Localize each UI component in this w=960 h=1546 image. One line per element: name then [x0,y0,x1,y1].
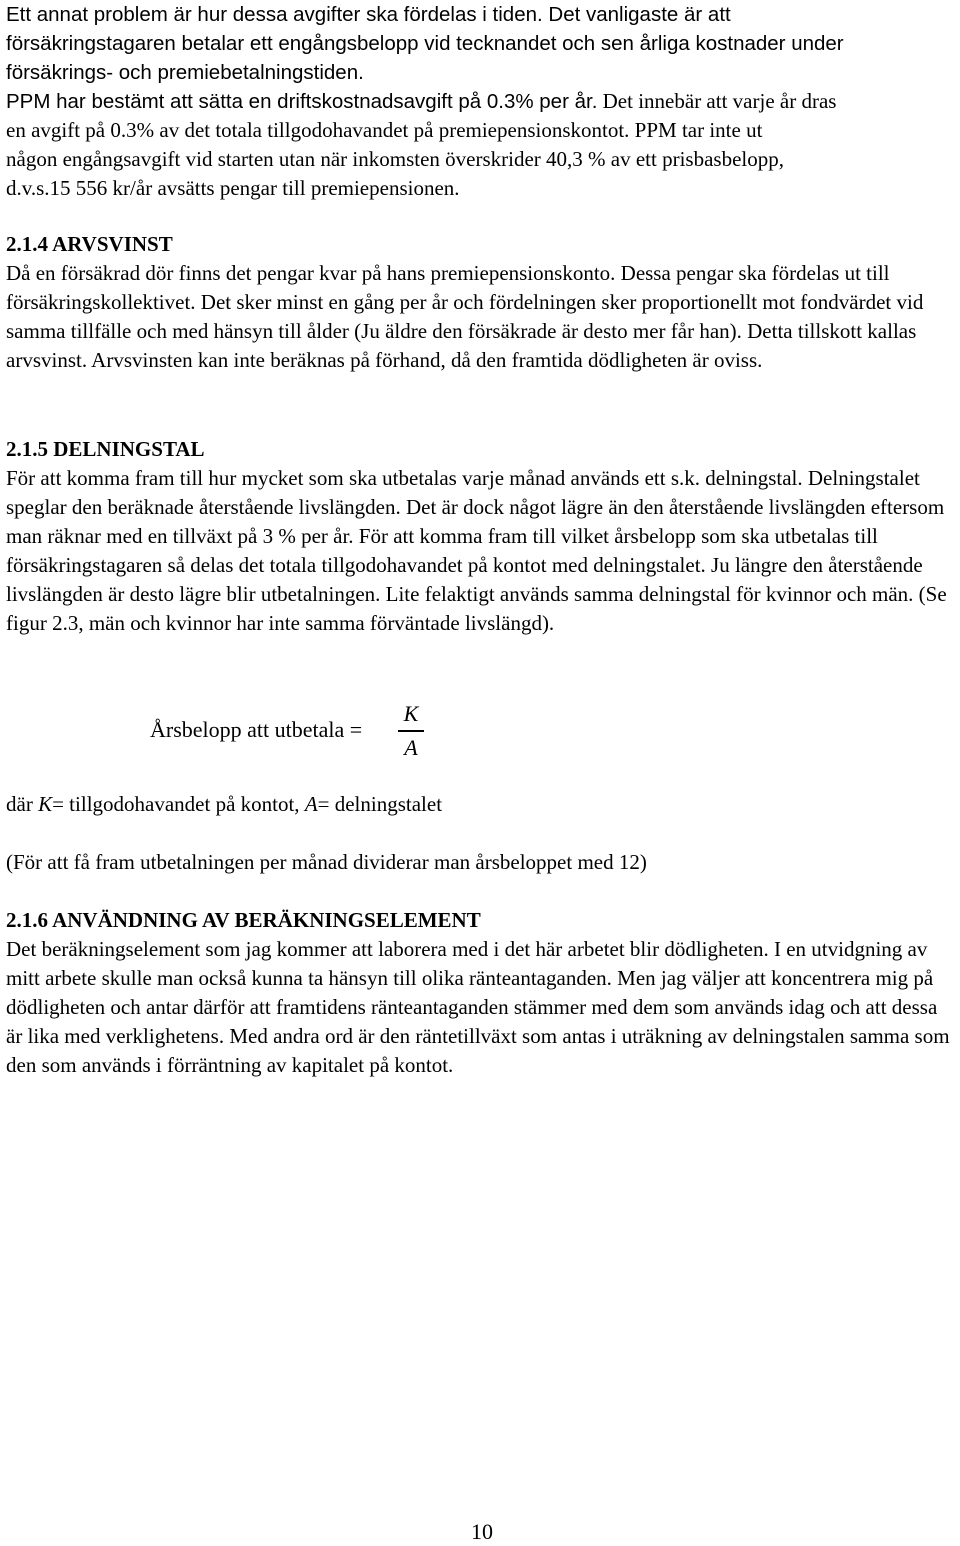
page-number: 10 [471,1519,493,1544]
section-heading: 2.1.6 ANVÄNDNING AV BERÄKNINGSELEMENT [6,908,481,932]
section-arvsvinst [6,230,956,375]
intro-line-3: försäkrings- och premiebetalningstiden. [6,61,364,84]
definitions-prefix: där [6,792,39,816]
formula-fraction [398,700,424,762]
intro-line-5: en avgift på 0.3% av det totala tillgodohavandet på premiepensionskontot. PPM tar inte ut [6,118,763,142]
intro-line-4-tail: Det innebär att varje år dras [597,89,837,113]
intro-line-4-start: PPM har bestämt att sätta en driftskostnadsavgift på 0.3% per år. [6,90,598,113]
intro-line-4 [6,87,836,116]
formula-numerator: K [403,701,419,726]
section-body: Det beräkningselement som jag kommer att laborera med i det här arbetet blir dödligheten. I en utvidgning av mitt arbete skulle man också kunna ta hänsyn till olika ränteantaganden. Men jag väljer att koncentrera mig på dödligheten och antar därför att framtidens ränteantaganden stämmer med dem som används idag och att dessa är lika med verklighetens. Med andra ord är den räntetillväxt som antas i uträkning av delningstalen samma som den som används i förräntning av kapitalet på kontot. [6,937,950,1077]
section-body: Då en försäkrad dör finns det pengar kvar på hans premiepensionskonto. Dessa pengar ska fördelas ut till försäkringskollektivet. Det sker minst en gång per år och fördelningen sker proportionellt mot fondvärdet vid samma tillfälle och med hänsyn till ålder (Ju äldre den försäkrade är desto mer får han). Detta tillskott kallas arvsvinst. Arvsvinsten kan inte beräknas på förhand, då den framtida dödligheten är oviss. [6,261,924,372]
intro-line-6: någon engångsavgift vid starten utan när inkomsten överskrider 40,3 % av ett prisbasbelopp, [6,147,784,171]
monthly-note: (För att få fram utbetalningen per månad dividerar man årsbeloppet med 12) [6,850,647,874]
intro-line-2: försäkringstagaren betalar ett engångsbelopp vid tecknandet och sen årliga kostnader under [6,32,844,55]
intro-line-1: Ett annat problem är hur dessa avgifter ska fördelas i tiden. Det vanligaste är att [6,3,731,26]
definitions-line [6,790,442,819]
formula-denominator: A [404,735,418,760]
fraction-bar [398,730,424,732]
a-definition: = delningstalet [317,792,443,816]
section-heading: 2.1.5 DELNINGSTAL [6,437,205,461]
k-definition: = tillgodohavandet på kontot, [52,792,305,816]
section-delningstal [6,435,956,638]
section-heading: 2.1.4 ARVSVINST [6,232,173,256]
a-symbol: A [304,792,318,816]
section-body: För att komma fram till hur mycket som ska utbetalas varje månad används ett s.k. delningstal. Delningstalet speglar den beräknade återstående livslängden. Det är dock något lägre än den återstående livslängden eftersom man räknar med en tillväxt på 3 % per år. För att komma fram till vilket årsbelopp som ska utbetalas till försäkringstagaren så delas det totala tillgodohavandet på kontot med delningstalet. Ju längre den återstående livslängden är desto lägre blir utbetalningen. Lite felaktigt används samma delningstal för kvinnor och män. (Se figur 2.3, män och kvinnor har inte samma förväntade livslängd). [6,466,947,635]
formula-lhs: Årsbelopp att utbetala = [150,717,363,742]
k-symbol: K [38,792,53,816]
intro-line-7: d.v.s.15 556 kr/år avsätts pengar till premiepensionen. [6,176,460,200]
section-anvandning [6,906,956,1080]
